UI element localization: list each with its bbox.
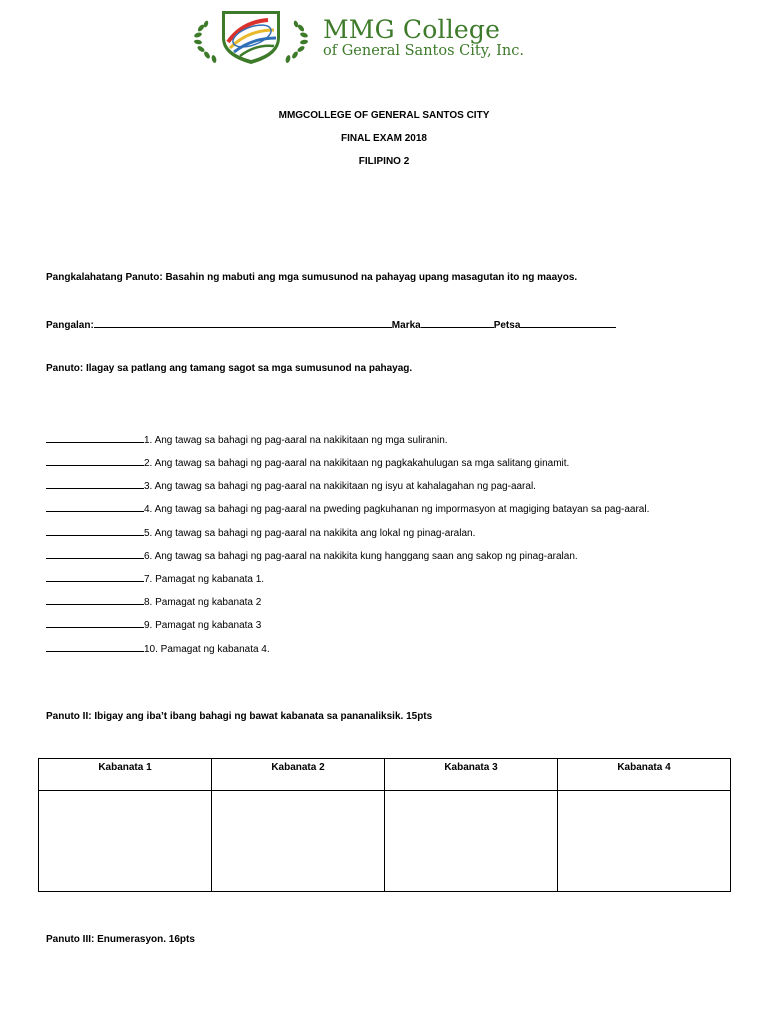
college-crest-icon [192, 8, 310, 66]
score-label: Marka [391, 320, 421, 331]
question-item: 1. Ang tawag sa bahagi ng pag-aaral na nakikitaan ng mga suliranin. [46, 433, 448, 446]
question-item: 5. Ang tawag sa bahagi ng pag-aaral na nakikita ang lokal ng pinag-aralan. [46, 526, 475, 539]
answer-cell-kabanata-4[interactable] [558, 791, 731, 892]
answer-blank[interactable] [46, 572, 144, 582]
general-instruction: Pangkalahatang Panuto: Basahin ng mabuti ang mga sumusunod na pahayag upang masagutan ito ng maayos. [46, 272, 578, 283]
score-field[interactable] [421, 318, 494, 328]
question-item: 9. Pamagat ng kabanata 3 [46, 618, 261, 631]
chapter-parts-table [38, 758, 731, 892]
question-item: 7. Pamagat ng kabanata 1. [46, 572, 264, 585]
question-item: 2. Ang tawag sa bahagi ng pag-aaral na nakikitaan ng pagkakahulugan sa mga salitang ginamit. [46, 456, 569, 469]
question-item: 6. Ang tawag sa bahagi ng pag-aaral na nakikita kung hanggang saan ang sakop ng pinag-aralan. [46, 549, 578, 562]
exam-title: FINAL EXAM 2018 [341, 133, 427, 144]
column-header-kabanata-1: Kabanata 1 [39, 759, 212, 791]
answer-blank[interactable] [46, 642, 144, 652]
question-item: 8. Pamagat ng kabanata 2 [46, 595, 261, 608]
answer-blank[interactable] [46, 549, 144, 559]
part2-instruction: Panuto II: Ibigay ang iba’t ibang bahagi ng bawat kabanata sa pananaliksik. 15pts [46, 711, 433, 722]
college-logo [192, 8, 582, 66]
part1-instruction: Panuto: Ilagay sa patlang ang tamang sagot sa mga sumusunod na pahayag. [46, 363, 413, 374]
student-info-line [46, 318, 616, 331]
answer-blank[interactable] [46, 456, 144, 466]
answer-blank[interactable] [46, 595, 144, 605]
name-label: Pangalan: [46, 320, 94, 331]
answer-blank[interactable] [46, 433, 144, 443]
answer-cell-kabanata-2[interactable] [212, 791, 385, 892]
column-header-kabanata-4: Kabanata 4 [558, 759, 731, 791]
answer-blank[interactable] [46, 526, 144, 536]
answer-blank[interactable] [46, 502, 144, 512]
answer-cell-kabanata-1[interactable] [39, 791, 212, 892]
school-name: MMGCOLLEGE OF GENERAL SANTOS CITY [278, 110, 490, 121]
logo-subtitle: of General Santos City, Inc. [323, 43, 524, 59]
table-header-row [39, 759, 731, 791]
question-item: 4. Ang tawag sa bahagi ng pag-aaral na pweding pagkuhanan ng impormasyon at magiging batayan sa pag-aaral. [46, 502, 649, 515]
date-field[interactable] [520, 318, 616, 328]
answer-cell-kabanata-3[interactable] [385, 791, 558, 892]
column-header-kabanata-3: Kabanata 3 [385, 759, 558, 791]
date-label: Petsa [493, 320, 521, 331]
subject-title: FILIPINO 2 [358, 156, 410, 167]
answer-blank[interactable] [46, 479, 144, 489]
name-field[interactable] [94, 318, 392, 328]
part3-instruction: Panuto III: Enumerasyon. 16pts [46, 934, 195, 945]
column-header-kabanata-2: Kabanata 2 [212, 759, 385, 791]
question-item: 10. Pamagat ng kabanata 4. [46, 642, 270, 655]
answer-blank[interactable] [46, 618, 144, 628]
question-item: 3. Ang tawag sa bahagi ng pag-aaral na nakikitaan ng isyu at kahalagahan ng pag-aaral. [46, 479, 536, 492]
table-row [39, 791, 731, 892]
logo-title: MMG College [323, 15, 501, 44]
